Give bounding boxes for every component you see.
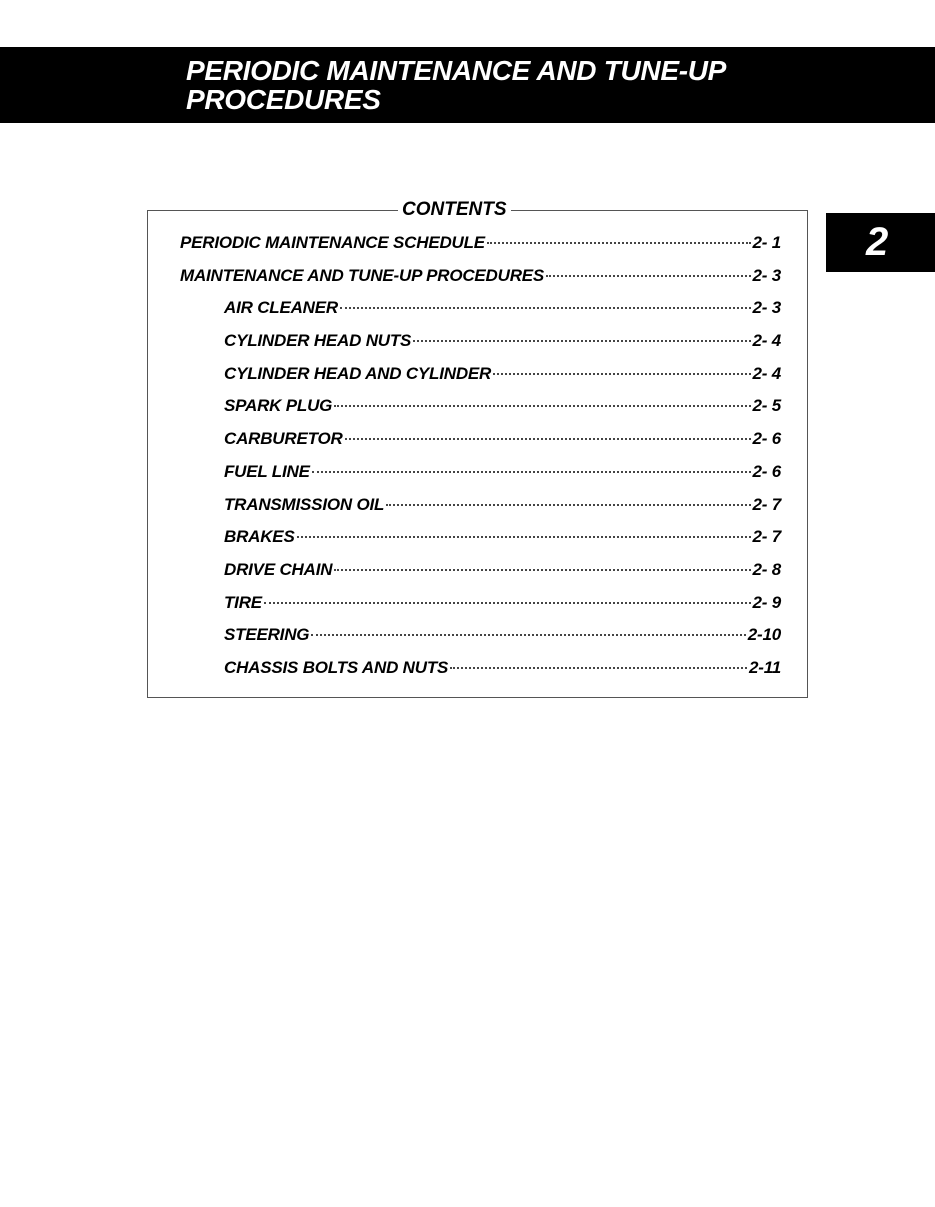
dot-leader <box>450 667 747 669</box>
dot-leader <box>413 340 750 342</box>
toc-entry-label: STEERING <box>224 625 310 645</box>
toc-entry-label: AIR CLEANER <box>224 298 338 318</box>
toc-entry[interactable] <box>148 462 807 495</box>
toc-entry-page-number: 2- 7 <box>752 494 781 514</box>
toc-entry-label: CARBURETOR <box>224 429 343 449</box>
toc-entry-label: TRANSMISSION OIL <box>224 494 385 514</box>
dot-leader <box>493 373 750 375</box>
toc-entry-label: PERIODIC MAINTENANCE SCHEDULE <box>180 233 485 252</box>
toc-entry-label: FUEL LINE <box>224 461 310 481</box>
dot-leader <box>386 504 750 506</box>
toc-entry-page-number: 2- 4 <box>752 331 781 351</box>
toc-entry-label: CYLINDER HEAD NUTS <box>224 331 412 351</box>
toc-entry[interactable] <box>148 593 807 626</box>
toc-entry[interactable] <box>148 429 807 462</box>
toc-entry[interactable] <box>148 658 807 691</box>
dot-leader <box>546 275 750 277</box>
toc-entry[interactable] <box>148 625 807 658</box>
dot-leader <box>345 438 751 440</box>
toc-entry-page-number: 2- 6 <box>752 461 781 481</box>
toc-entry-label: TIRE <box>224 592 262 612</box>
toc-entry-page-number: 2- 4 <box>752 363 781 383</box>
toc-entry[interactable] <box>148 364 807 397</box>
dot-leader <box>264 602 751 604</box>
toc-entry-label: DRIVE CHAIN <box>224 559 333 579</box>
toc-entry-label: CYLINDER HEAD AND CYLINDER <box>224 363 492 383</box>
toc-entry-page-number: 2- 7 <box>752 527 781 547</box>
dot-leader <box>487 242 751 244</box>
toc-entry-page-number: 2- 9 <box>752 592 781 612</box>
toc-entry[interactable] <box>148 495 807 528</box>
toc-entry[interactable] <box>148 527 807 560</box>
contents-title: CONTENTS <box>398 199 511 221</box>
contents-box <box>147 199 808 698</box>
toc-list <box>148 233 807 691</box>
chapter-title <box>186 56 935 114</box>
toc-entry-label: CHASSIS BOLTS AND NUTS <box>224 657 449 677</box>
toc-entry[interactable] <box>148 266 807 299</box>
toc-entry-page-number: 2- 6 <box>752 429 781 449</box>
dot-leader <box>297 536 751 538</box>
toc-entry-label: MAINTENANCE AND TUNE-UP PROCEDURES <box>180 265 545 285</box>
toc-entry-page-number: 2- 3 <box>752 298 781 318</box>
dot-leader <box>340 307 751 309</box>
dot-leader <box>334 569 750 571</box>
toc-entry[interactable] <box>148 396 807 429</box>
toc-entry-page-number: 2- 5 <box>752 396 781 416</box>
toc-entry-page-number: 2- 1 <box>752 233 781 252</box>
chapter-header <box>0 47 935 123</box>
toc-entry-page-number: 2- 8 <box>752 559 781 579</box>
toc-entry-label: BRAKES <box>224 527 295 547</box>
section-number-tab: 2 <box>826 213 935 272</box>
toc-entry-page-number: 2- 3 <box>752 265 781 285</box>
toc-entry[interactable] <box>148 560 807 593</box>
toc-entry-page-number: 2-11 <box>749 657 781 677</box>
dot-leader <box>334 405 750 407</box>
dot-leader <box>311 634 745 636</box>
chapter-title-line-2: PROCEDURES <box>186 84 381 115</box>
toc-entry[interactable] <box>148 298 807 331</box>
toc-entry-page-number: 2-10 <box>747 625 781 645</box>
toc-entry[interactable] <box>148 331 807 364</box>
chapter-title-line-1: PERIODIC MAINTENANCE AND TUNE-UP <box>186 55 727 86</box>
dot-leader <box>312 471 751 473</box>
toc-entry[interactable] <box>148 233 807 266</box>
toc-entry-label: SPARK PLUG <box>224 396 333 416</box>
